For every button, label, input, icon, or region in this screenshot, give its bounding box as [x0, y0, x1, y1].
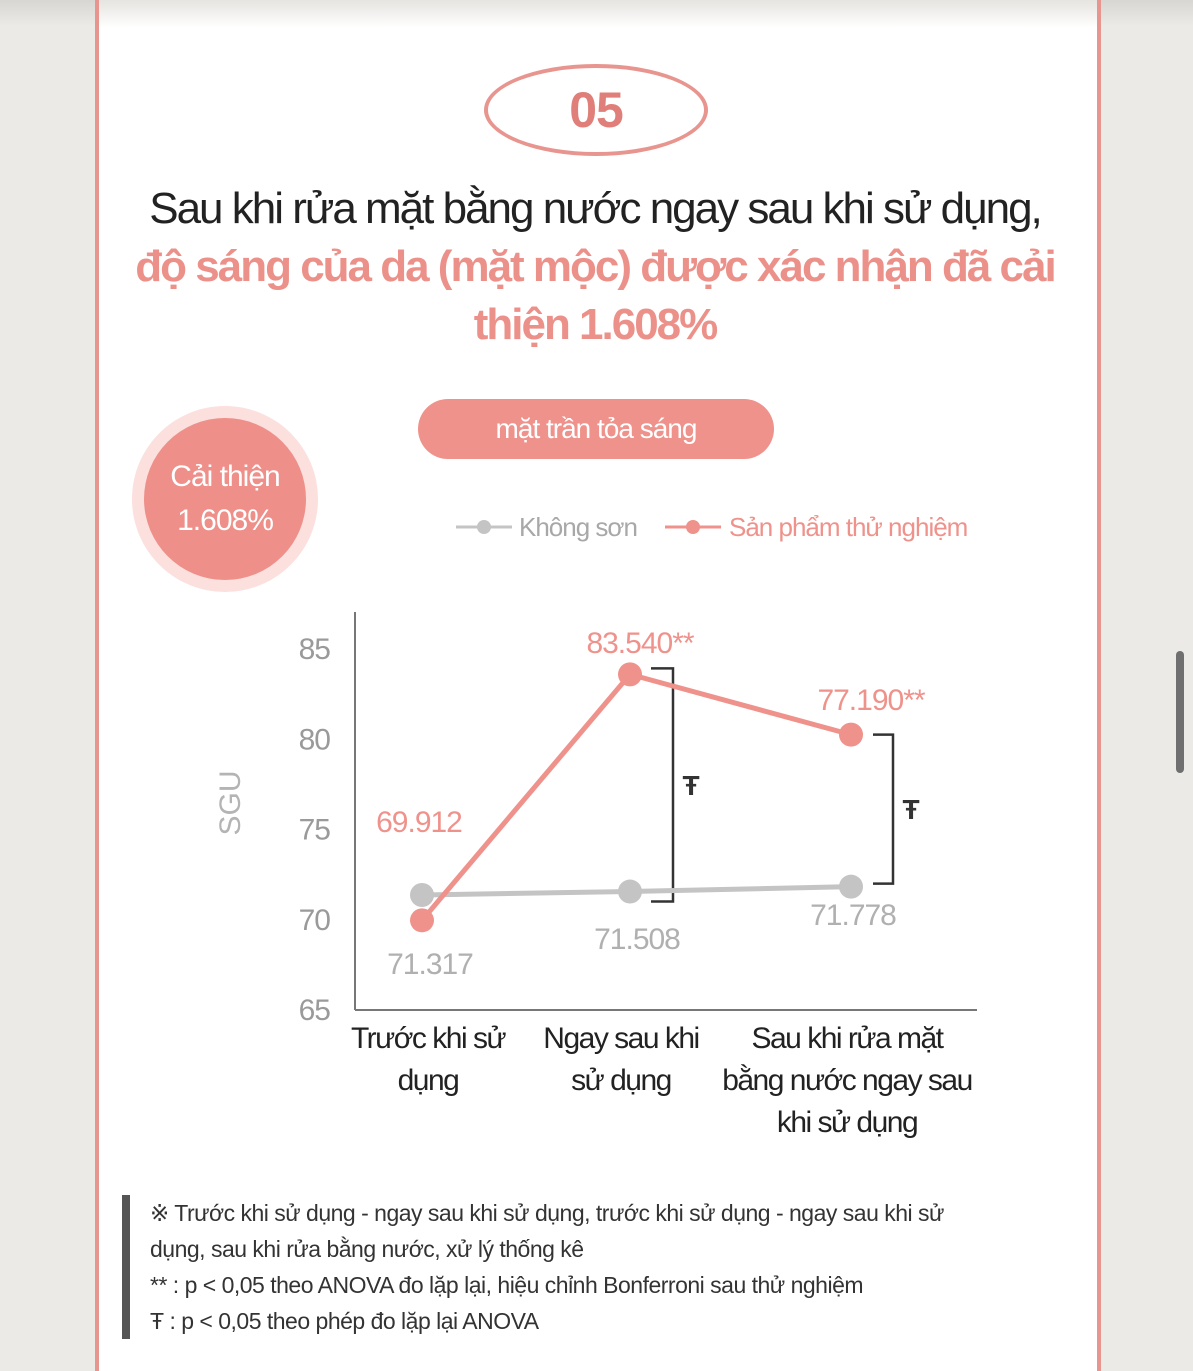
x-category-label: Sau khi rửa mặt	[751, 1022, 943, 1055]
x-category-label: khi sử dụng	[776, 1106, 918, 1139]
significance-symbol: Ŧ	[682, 769, 700, 801]
data-label: 71.778	[810, 899, 896, 932]
improvement-label: Cải thiện	[170, 460, 280, 493]
data-point	[618, 880, 642, 904]
x-category-label: bằng nước ngay sau	[722, 1064, 972, 1097]
data-label: 69.912	[376, 806, 462, 839]
y-tick-label: 75	[298, 813, 330, 847]
footnote-line-1: ※ Trước khi sử dụng - ngay sau khi sử dụng, trước khi sử dụng - ngay sau khi sử	[150, 1200, 944, 1226]
data-label: 71.508	[594, 923, 680, 956]
x-category-label: dụng	[397, 1064, 459, 1097]
significance-bracket	[873, 735, 893, 884]
category-pill-label: mặt trần tỏa sáng	[495, 413, 697, 444]
significance-bracket	[651, 668, 673, 901]
headline-line-2: độ sáng của da (mặt mộc) được xác nhận đã cải	[135, 242, 1055, 291]
footnote-line-4: Ŧ : p < 0,05 theo phép đo lặp lại ANOVA	[150, 1308, 539, 1334]
y-tick-label: 80	[298, 723, 330, 757]
legend-label: Không sơn	[519, 512, 637, 542]
section-number: 05	[569, 82, 623, 138]
footnotes	[122, 1195, 1052, 1339]
headline-line-3: thiện 1.608%	[473, 300, 717, 349]
data-label: 83.540**	[586, 627, 694, 660]
data-point	[839, 875, 863, 899]
legend-marker	[477, 520, 491, 534]
data-label: 71.317	[387, 948, 473, 981]
data-point	[839, 723, 863, 747]
legend-label: Sản phẩm thử nghiệm	[729, 512, 968, 542]
headline-line-1: Sau khi rửa mặt bằng nước ngay sau khi sử dụng,	[149, 184, 1041, 233]
x-category-label: Ngay sau khi	[543, 1022, 699, 1055]
improvement-value: 1.608%	[177, 504, 273, 537]
footnote-line-3: ** : p < 0,05 theo ANOVA đo lặp lại, hiệu chỉnh Bonferroni sau thử nghiệm	[150, 1272, 864, 1298]
data-point	[618, 662, 642, 686]
x-category-label: Trước khi sử	[350, 1022, 506, 1055]
y-tick-label: 85	[298, 633, 330, 666]
x-category-label: sử dụng	[571, 1064, 671, 1097]
legend-marker	[686, 520, 700, 534]
data-point	[410, 908, 434, 932]
y-tick-label: 65	[298, 994, 330, 1027]
y-tick-label: 70	[298, 903, 330, 937]
data-label: 77.190**	[817, 684, 925, 717]
significance-symbol: Ŧ	[902, 794, 920, 826]
footnote-line-2: dụng, sau khi rửa bằng nước, xử lý thống kê	[150, 1236, 584, 1262]
y-axis-label: SGU	[214, 770, 247, 836]
data-point	[410, 883, 434, 907]
